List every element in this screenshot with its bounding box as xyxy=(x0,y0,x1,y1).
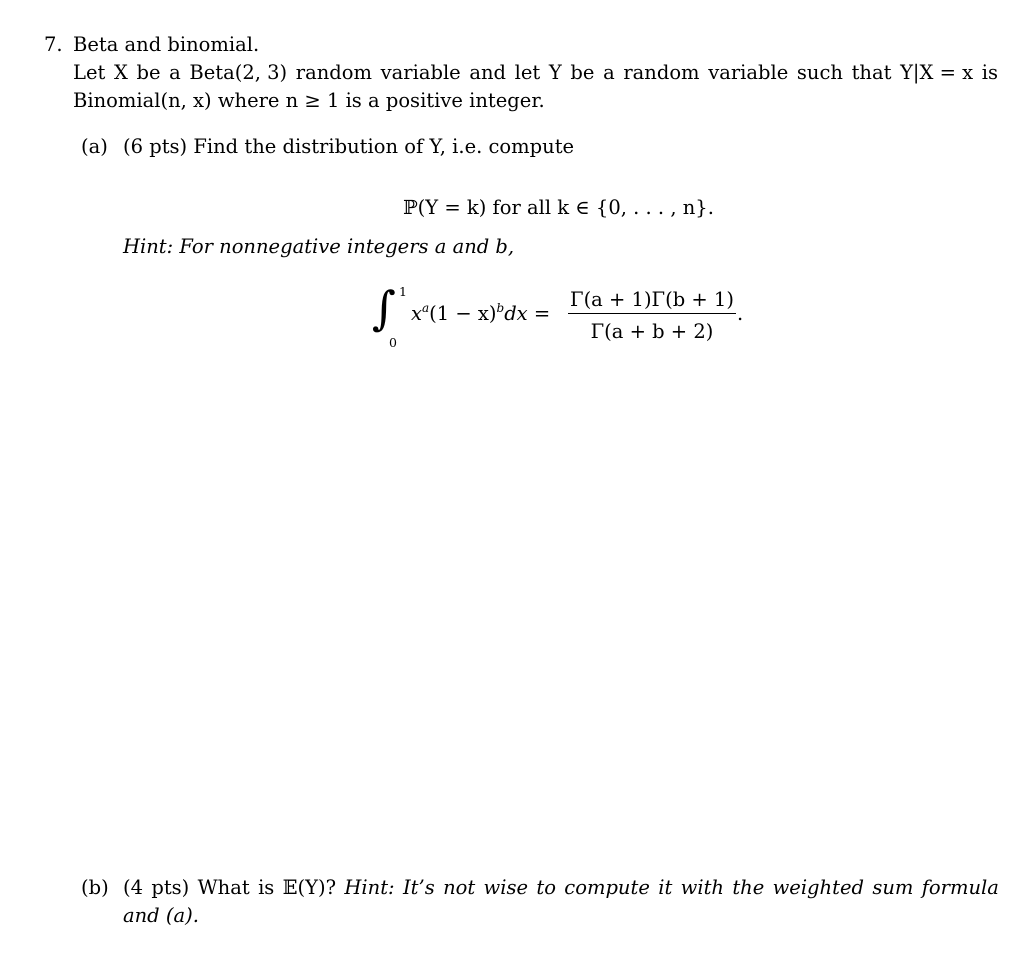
word: random xyxy=(295,61,373,84)
word: wise xyxy=(483,876,529,899)
word: Y xyxy=(548,61,562,84)
integral-period: . xyxy=(737,302,744,325)
problem-number: 7. xyxy=(44,33,63,56)
probability-formula: ℙ(Y = k) for all k ∈ {0, . . . , n}. xyxy=(403,196,714,219)
part-b-line-1 xyxy=(123,878,999,898)
integral-sign: ∫ xyxy=(372,281,396,335)
part-a-text: (6 pts) Find the distribution of Y, i.e. compute xyxy=(123,135,575,158)
word: Hint: xyxy=(344,876,395,899)
word: be xyxy=(136,61,161,84)
part-b-line-2: and (a). xyxy=(123,904,199,927)
word: a xyxy=(169,61,181,84)
word: be xyxy=(570,61,595,84)
problem-title: Beta and binomial. xyxy=(73,33,260,56)
word: is xyxy=(981,61,998,84)
integrand: $x^a(1 - x)^bdx$ = xyxy=(411,301,551,325)
word: not xyxy=(443,876,476,899)
word: let xyxy=(514,61,541,84)
word: sum xyxy=(872,876,914,899)
word: a xyxy=(603,61,615,84)
word: with xyxy=(680,876,724,899)
word: to xyxy=(536,876,556,899)
word: weighted xyxy=(772,876,864,899)
part-b-label: (b) xyxy=(81,876,109,899)
word: Let xyxy=(73,61,106,84)
word: such xyxy=(796,61,843,84)
fraction-denominator: Γ(a + b + 2) xyxy=(590,320,714,343)
word: is xyxy=(258,876,275,899)
part-a-label: (a) xyxy=(81,135,108,158)
word: variable xyxy=(380,61,461,84)
word: pts) xyxy=(151,876,190,899)
integral-upper-limit: 1 xyxy=(399,284,407,299)
fraction-numerator: Γ(a + 1)Γ(b + 1) xyxy=(570,288,734,311)
word: What xyxy=(197,876,250,899)
word: 𝔼(Y)? xyxy=(282,876,337,899)
integral-lower-limit: 0 xyxy=(389,335,397,350)
intro-line-2: Binomial(n, x) where n ≥ 1 is a positive integer. xyxy=(73,89,545,112)
word: compute xyxy=(564,876,650,899)
word: (4 xyxy=(123,876,144,899)
word: random xyxy=(623,61,700,84)
fraction-bar xyxy=(568,313,736,314)
word: it xyxy=(658,876,673,899)
word: X xyxy=(113,61,128,84)
word: variable xyxy=(708,61,789,84)
word: the xyxy=(732,876,765,899)
part-a-hint: Hint: For nonnegative integers a and b, xyxy=(123,235,515,258)
word: Beta(2, 3) xyxy=(189,61,288,84)
word: that xyxy=(851,61,892,84)
word: and xyxy=(469,61,507,84)
word: It’s xyxy=(402,876,435,899)
intro-line-1 xyxy=(73,63,998,83)
word: Y|X = x xyxy=(900,61,974,84)
word: formula xyxy=(921,876,999,899)
